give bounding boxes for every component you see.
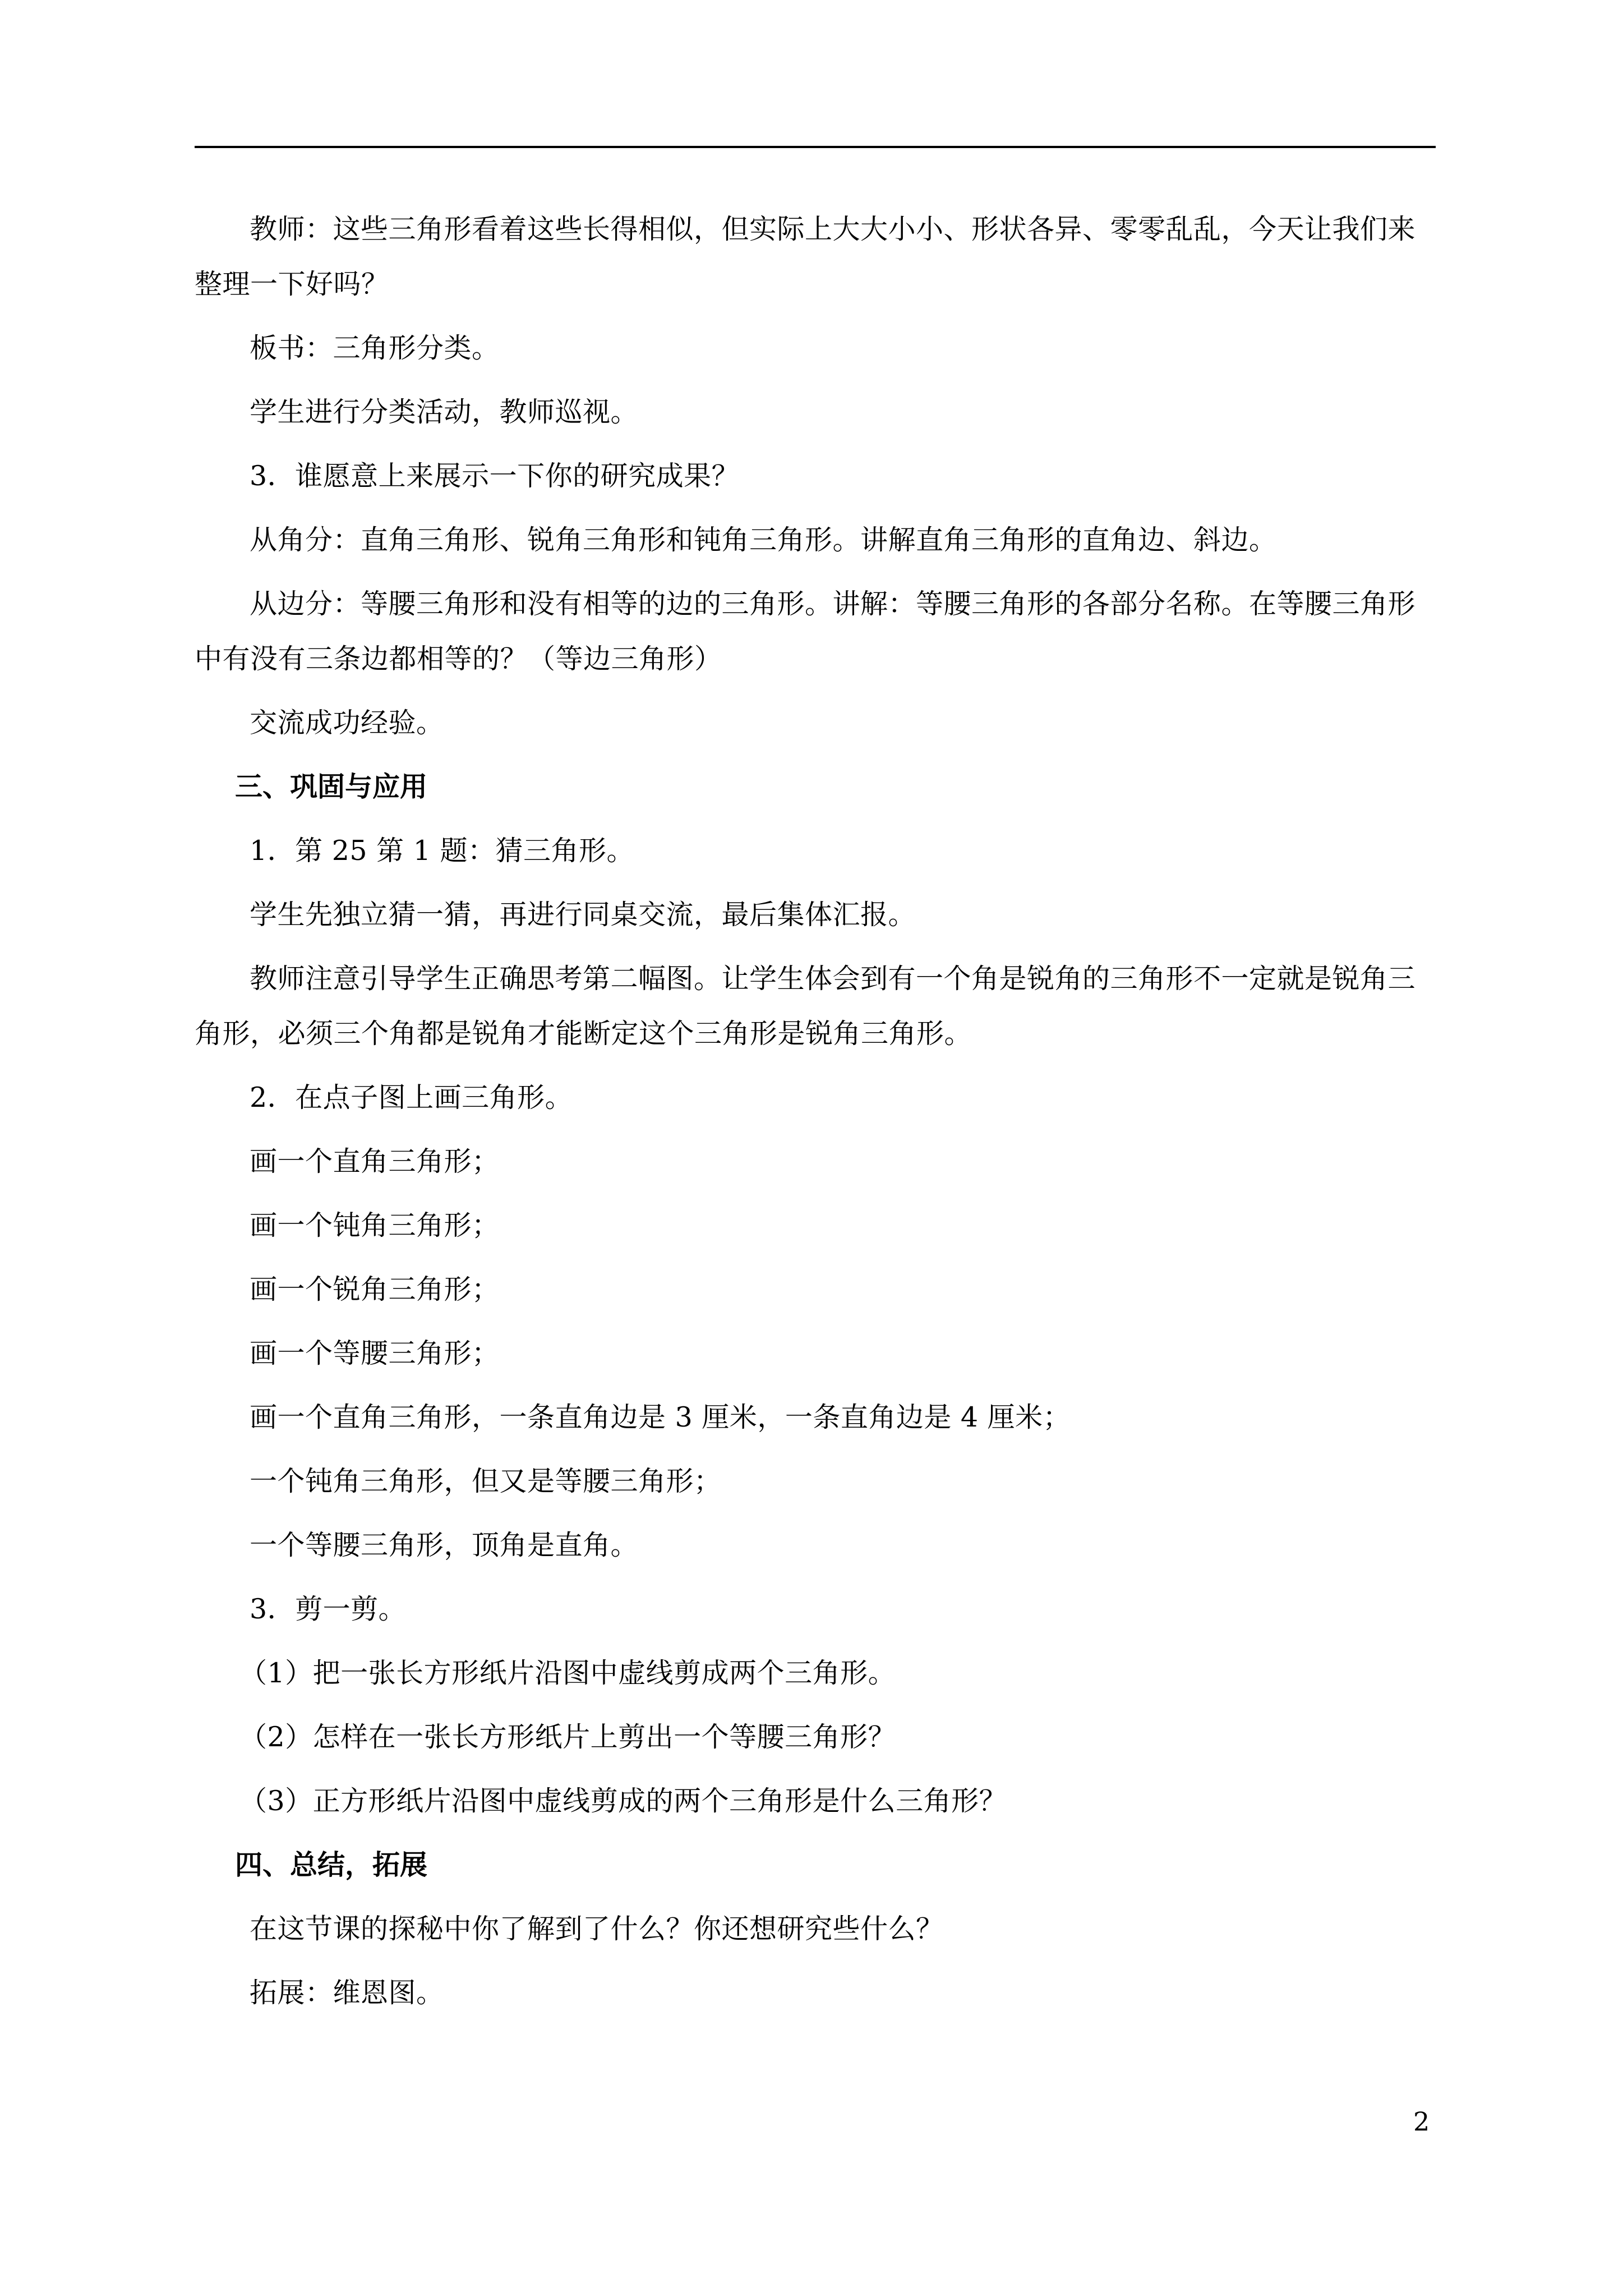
paragraph-blackboard: 板书：三角形分类。 bbox=[250, 332, 500, 364]
page-number: 2 bbox=[1413, 2106, 1430, 2137]
list-item-right-triangle: 画一个直角三角形； bbox=[250, 1145, 500, 1177]
paragraph-guess: 学生先独立猜一猜，再进行同桌交流，最后集体汇报。 bbox=[250, 899, 916, 931]
list-item-obtuse-isosceles: 一个钝角三角形，但又是等腰三角形； bbox=[250, 1465, 722, 1497]
paragraph-reflection: 在这节课的探秘中你了解到了什么？你还想研究些什么？ bbox=[250, 1913, 944, 1945]
section-heading-summary: 四、总结，拓展 bbox=[235, 1849, 428, 1881]
header-rule bbox=[195, 146, 1436, 148]
paragraph-extension: 拓展：维恩图。 bbox=[250, 1977, 444, 2009]
paragraph-student-activity: 学生进行分类活动，教师巡视。 bbox=[250, 396, 639, 428]
paragraph-teacher-guide: 教师注意引导学生正确思考第二幅图。让学生体会到有一个角是锐角的三角形不一定就是锐角三角形，必须三个角都是锐角才能断定这个三角形是锐角三角形。 bbox=[195, 963, 1416, 1050]
list-item-obtuse-triangle: 画一个钝角三角形； bbox=[250, 1209, 500, 1241]
section-heading-consolidation: 三、巩固与应用 bbox=[235, 771, 428, 803]
paragraph-exercise-1: 1．第 25 第 1 题：猜三角形。 bbox=[250, 835, 635, 867]
list-item-acute-triangle: 画一个锐角三角形； bbox=[250, 1273, 500, 1305]
list-item-isosceles-right-apex: 一个等腰三角形，顶角是直角。 bbox=[250, 1529, 639, 1561]
paragraph-exercise-3: 3．剪一剪。 bbox=[250, 1593, 407, 1625]
paragraph-by-angle: 从角分：直角三角形、锐角三角形和钝角三角形。讲解直角三角形的直角边、斜边。 bbox=[250, 524, 1277, 556]
document-body bbox=[195, 202, 1436, 2030]
list-item-cut-1: （1）把一张长方形纸片沿图中虚线剪成两个三角形。 bbox=[239, 1657, 896, 1689]
paragraph-teacher-intro: 教师：这些三角形看着这些长得相似，但实际上大大小小、形状各异、零零乱乱，今天让我们来整理一下好吗？ bbox=[195, 213, 1416, 300]
list-item-cut-2: （2）怎样在一张长方形纸片上剪出一个等腰三角形？ bbox=[239, 1721, 896, 1753]
paragraph-exercise-2: 2．在点子图上画三角形。 bbox=[250, 1082, 573, 1114]
list-item-isosceles-triangle: 画一个等腰三角形； bbox=[250, 1337, 500, 1369]
paragraph-step-3: 3．谁愿意上来展示一下你的研究成果？ bbox=[250, 460, 740, 492]
list-item-cut-3: （3）正方形纸片沿图中虚线剪成的两个三角形是什么三角形？ bbox=[239, 1785, 1007, 1817]
list-item-right-triangle-3-4: 画一个直角三角形，一条直角边是 3 厘米，一条直角边是 4 厘米； bbox=[250, 1401, 1071, 1433]
paragraph-by-side: 从边分：等腰三角形和没有相等的边的三角形。讲解：等腰三角形的各部分名称。在等腰三角形中有没有三条边都相等的？（等边三角形） bbox=[195, 588, 1416, 675]
paragraph-exchange: 交流成功经验。 bbox=[250, 707, 444, 739]
